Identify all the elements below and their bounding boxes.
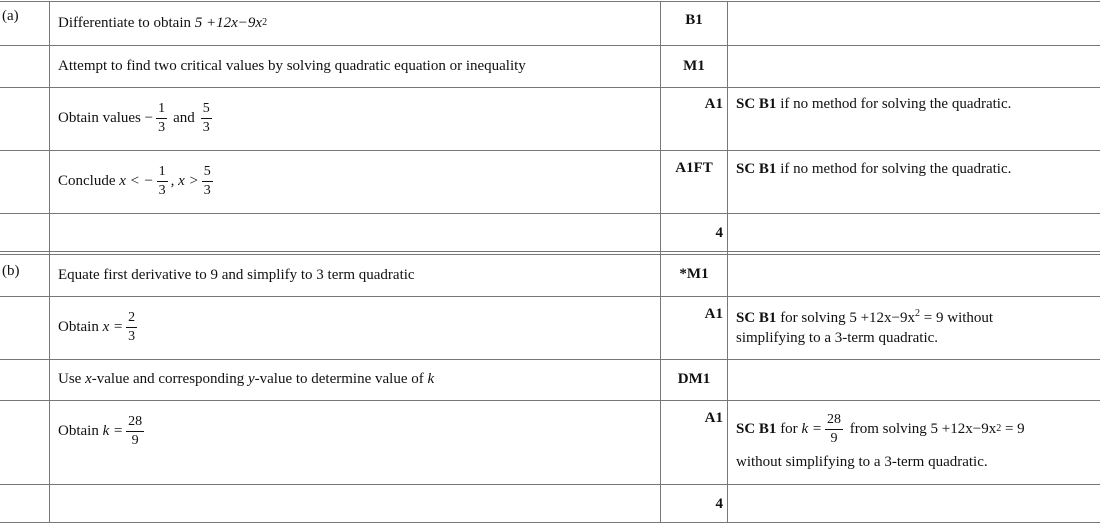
- special-case-label: SC B1: [736, 96, 777, 112]
- fraction: $\frac{28}{9}$: [826, 411, 841, 446]
- special-case-label: SC B1: [736, 161, 777, 177]
- math-expression: k =: [801, 421, 822, 437]
- answer-text: Conclude: [58, 172, 120, 189]
- row-divider: [0, 522, 1100, 523]
- answer-text: Obtain: [58, 422, 103, 439]
- column-divider: [727, 1, 728, 523]
- mark-code: B1: [685, 12, 703, 28]
- row-divider: [0, 1, 1100, 2]
- total-marks: 4: [715, 496, 723, 512]
- guidance-text: if no method for solving the quadratic.: [776, 161, 1012, 177]
- guidance-cell: [736, 308, 993, 348]
- guidance-text: for: [776, 421, 802, 437]
- row-divider: [0, 150, 1100, 151]
- answer-cell: [58, 256, 415, 294]
- row-divider: [0, 296, 1100, 297]
- row-divider: [0, 400, 1100, 401]
- mark-code: *M1: [679, 266, 709, 282]
- math-variable: x: [85, 371, 92, 387]
- row-divider: [0, 484, 1100, 485]
- guidance-text: from solving 5 +12x−9x: [845, 421, 997, 437]
- fraction: $\frac{2}{3}$: [128, 309, 136, 344]
- mark-code: A1FT: [675, 160, 713, 176]
- answer-cell: [58, 89, 215, 147]
- guidance-text: = 9 without: [920, 310, 994, 326]
- mark-code: A1: [704, 306, 723, 322]
- row-divider: [0, 359, 1100, 360]
- answer-text: -value and corresponding: [91, 371, 248, 387]
- math-expression: x =: [102, 318, 124, 335]
- minus-sign: −: [144, 109, 154, 126]
- part-label: (a): [2, 8, 19, 24]
- guidance-cell: [736, 159, 1011, 179]
- math-variable: y: [247, 371, 255, 387]
- column-divider: [49, 1, 50, 523]
- total-marks: 4: [715, 225, 723, 241]
- answer-text: and: [173, 109, 195, 126]
- row-divider: [0, 45, 1100, 46]
- answer-cell: [58, 47, 526, 85]
- answer-text: Use: [58, 371, 86, 387]
- answer-text: Obtain: [58, 318, 103, 335]
- mark-code: A1: [704, 410, 723, 426]
- row-divider: [0, 213, 1100, 214]
- answer-cell: [58, 298, 140, 356]
- mark-code: A1: [704, 96, 723, 112]
- fraction: $\frac{28}{9}$: [128, 413, 143, 448]
- answer-text: -value to determine value of: [254, 371, 428, 387]
- guidance-text: without simplifying to a 3-term quadratic.: [736, 454, 988, 470]
- answer-text: Obtain values: [58, 109, 145, 126]
- math-expression: k =: [102, 422, 124, 439]
- guidance-cell: [736, 94, 1011, 114]
- guidance-text: = 9: [1001, 421, 1025, 437]
- answer-cell: Differentiate to obtain 5 +12x−9x 2: [58, 14, 268, 31]
- math-expression: 5 +12x−9x: [194, 14, 263, 31]
- answer-text: Attempt to find two critical values by solving quadratic equation or inequality: [58, 57, 526, 74]
- section-divider: [0, 251, 1100, 252]
- guidance-text: if no method for solving the quadratic.: [776, 96, 1012, 112]
- column-divider: [660, 1, 661, 523]
- fraction: $\frac{5}{3}$: [203, 163, 211, 198]
- fraction: $\frac{1}{3}$: [158, 100, 166, 135]
- part-label: (b): [2, 263, 20, 279]
- special-case-label: SC B1: [736, 421, 777, 437]
- answer-text: Equate first derivative to 9 and simplify to 3 term quadratic: [58, 266, 415, 283]
- mark-code: DM1: [677, 371, 711, 387]
- fraction: $\frac{1}{3}$: [158, 163, 166, 198]
- math-variable: k: [427, 371, 435, 387]
- math-expression: x < −: [119, 172, 154, 189]
- answer-text: Differentiate to obtain: [58, 14, 195, 31]
- guidance-cell: SC B1 for k = $\frac{28}{9}$ from solving 5 +12x−9x 2 = 9 without simplifying to a 3-term quadratic.: [736, 411, 1025, 470]
- exponent: 2: [915, 308, 921, 319]
- answer-cell: [58, 152, 216, 210]
- section-divider: [0, 254, 1100, 255]
- mark-code: M1: [683, 58, 705, 74]
- answer-cell: [58, 402, 147, 460]
- row-divider: [0, 87, 1100, 88]
- answer-cell: [58, 361, 434, 398]
- guidance-text: simplifying to a 3-term quadratic.: [736, 330, 939, 346]
- special-case-label: SC B1: [736, 310, 777, 326]
- math-expression: , x >: [170, 172, 199, 189]
- guidance-text: for solving 5 +12x−9x: [776, 310, 916, 326]
- fraction: $\frac{5}{3}$: [202, 100, 210, 135]
